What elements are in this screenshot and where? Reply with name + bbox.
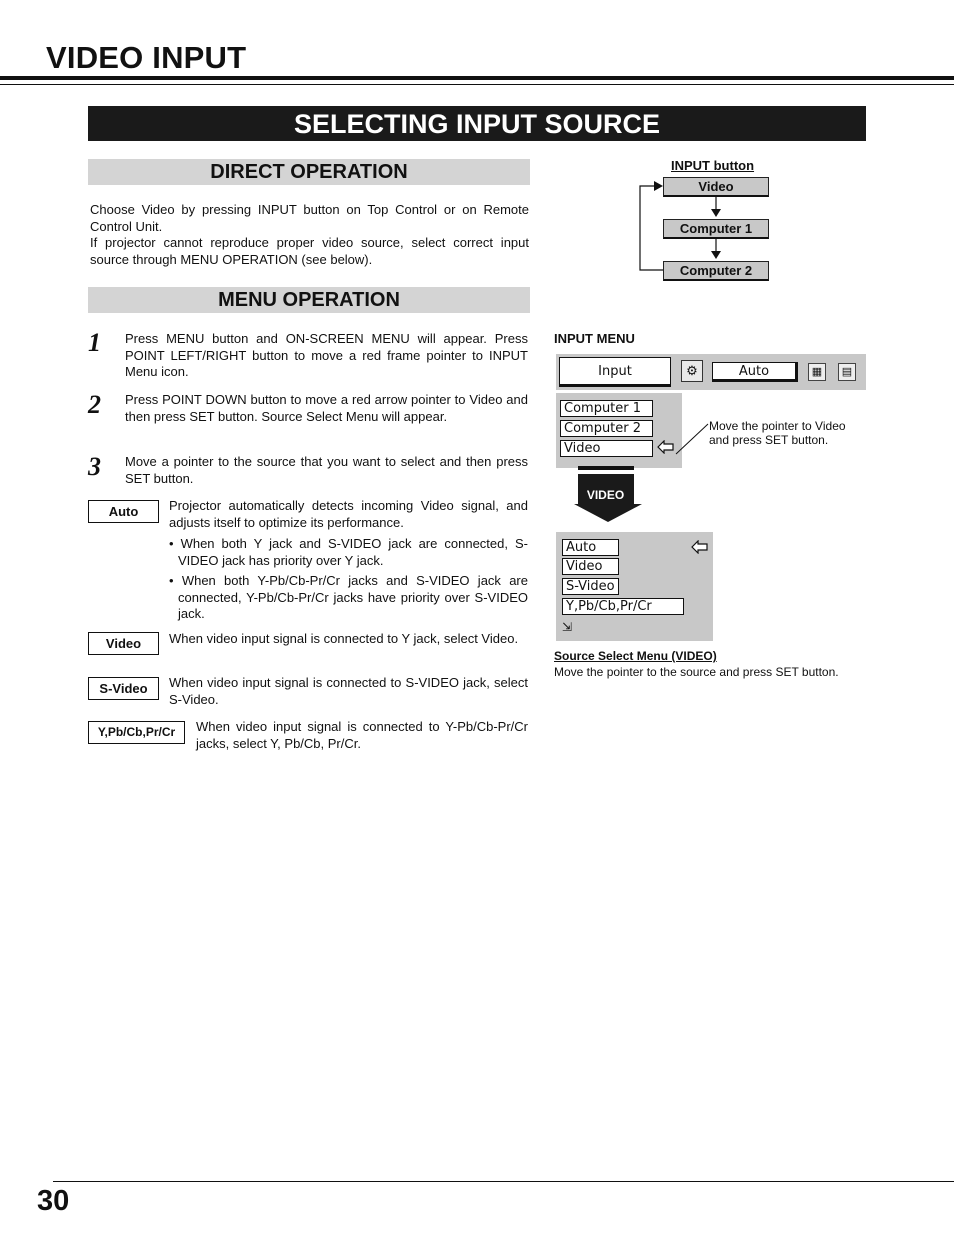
direct-operation-heading: DIRECT OPERATION bbox=[88, 159, 530, 185]
flow-item-computer-2: Computer 2 bbox=[663, 261, 769, 281]
direct-operation-text bbox=[90, 202, 529, 268]
footer-rule bbox=[53, 1181, 954, 1182]
option-text-auto: Projector automatically detects incoming Video signal, and adjusts itself to optimize its performance. bbox=[169, 498, 528, 530]
right-arrow-icon bbox=[654, 181, 663, 191]
step-number-2: 2 bbox=[88, 390, 101, 419]
option-label-video: Video bbox=[88, 632, 159, 655]
flow-item-video: Video bbox=[663, 177, 769, 197]
option-label-s-video: S-Video bbox=[88, 677, 159, 700]
step-text-2: Press POINT DOWN button to move a red arrow pointer to Video and then press SET button. Source Select Menu will appear. bbox=[125, 392, 528, 424]
menu-operation-heading: MENU OPERATION bbox=[88, 287, 530, 313]
flow-item-computer-1: Computer 1 bbox=[663, 219, 769, 239]
direct-para-1: Choose Video by pressing INPUT button on Top Control or on Remote Control Unit. bbox=[90, 202, 529, 234]
source-select-menu bbox=[556, 532, 713, 641]
input-menu-icon: ⚙ bbox=[681, 360, 703, 382]
header-rule bbox=[0, 76, 954, 80]
source-select-ypbpr: Y,Pb/Cb,Pr/Cr bbox=[562, 598, 684, 615]
input-menu-callout: Move the pointer to Video and press SET button. bbox=[709, 419, 846, 447]
source-computer-1: Computer 1 bbox=[560, 400, 653, 417]
down-arrow-icon bbox=[711, 251, 721, 259]
direct-para-2: If projector cannot reproduce proper video source, select correct input source through MENU OPERATION (see below). bbox=[90, 235, 529, 267]
page-title: VIDEO INPUT bbox=[46, 40, 247, 75]
source-select-auto: Auto bbox=[562, 539, 619, 556]
input-menu-bar bbox=[556, 354, 866, 390]
header-rule-thin bbox=[0, 84, 954, 85]
input-menu-tab: Input bbox=[559, 357, 671, 387]
option-label-auto: Auto bbox=[88, 500, 159, 523]
source-menu-caption-title: Source Select Menu (VIDEO) bbox=[554, 649, 717, 663]
source-select-s-video: S-Video bbox=[562, 578, 619, 595]
input-menu-mode: Auto bbox=[712, 362, 798, 382]
pointer-arrow-icon bbox=[691, 540, 709, 554]
source-video: Video bbox=[560, 440, 653, 457]
down-arrow-icon bbox=[711, 209, 721, 217]
exit-icon: ⇲ bbox=[562, 620, 573, 634]
option-text-video: When video input signal is connected to Y jack, select Video. bbox=[169, 631, 519, 646]
flow-diagram-lines bbox=[630, 176, 770, 276]
option-text-ypbpr: When video input signal is connected to Y-Pb/Cb-Pr/Cr jacks, select Y, Pb/Cb, Pr/Cr. bbox=[196, 719, 528, 751]
option-label-ypbpr: Y,Pb/Cb,Pr/Cr bbox=[88, 721, 185, 744]
settings-icon: ▦ bbox=[808, 363, 826, 381]
step-text-1: Press MENU button and ON-SCREEN MENU will appear. Press POINT LEFT/RIGHT button to move a red frame pointer to INPUT Menu icon. bbox=[125, 331, 528, 379]
source-select-video: Video bbox=[562, 558, 619, 575]
step-number-1: 1 bbox=[88, 328, 101, 357]
option-text-s-video: When video input signal is connected to S-VIDEO jack, select S-Video. bbox=[169, 675, 528, 707]
input-source-list bbox=[556, 393, 682, 468]
auto-bullet-2: • When both Y-Pb/Cb-Pr/Cr jacks and S-VIDEO jack are connected, Y-Pb/Cb-Pr/Cr jacks have priority over S-VIDEO jack. bbox=[169, 573, 528, 621]
auto-bullet-1: • When both Y jack and S-VIDEO jack are connected, S-VIDEO jack has priority over Y jack. bbox=[169, 536, 528, 568]
step-number-3: 3 bbox=[88, 452, 101, 481]
input-menu-label: INPUT MENU bbox=[554, 331, 635, 346]
list-icon: ▤ bbox=[838, 363, 856, 381]
callout-leader-line bbox=[672, 420, 712, 460]
step-text-3: Move a pointer to the source that you want to select and then press SET button. bbox=[125, 454, 528, 486]
page-number: 30 bbox=[37, 1185, 70, 1217]
source-menu-caption-text: Move the pointer to the source and press SET button. bbox=[554, 665, 839, 679]
arrow-label-video: VIDEO bbox=[586, 488, 625, 502]
source-computer-2: Computer 2 bbox=[560, 420, 653, 437]
section-banner: SELECTING INPUT SOURCE bbox=[88, 106, 866, 141]
input-button-label: INPUT button bbox=[671, 158, 755, 173]
